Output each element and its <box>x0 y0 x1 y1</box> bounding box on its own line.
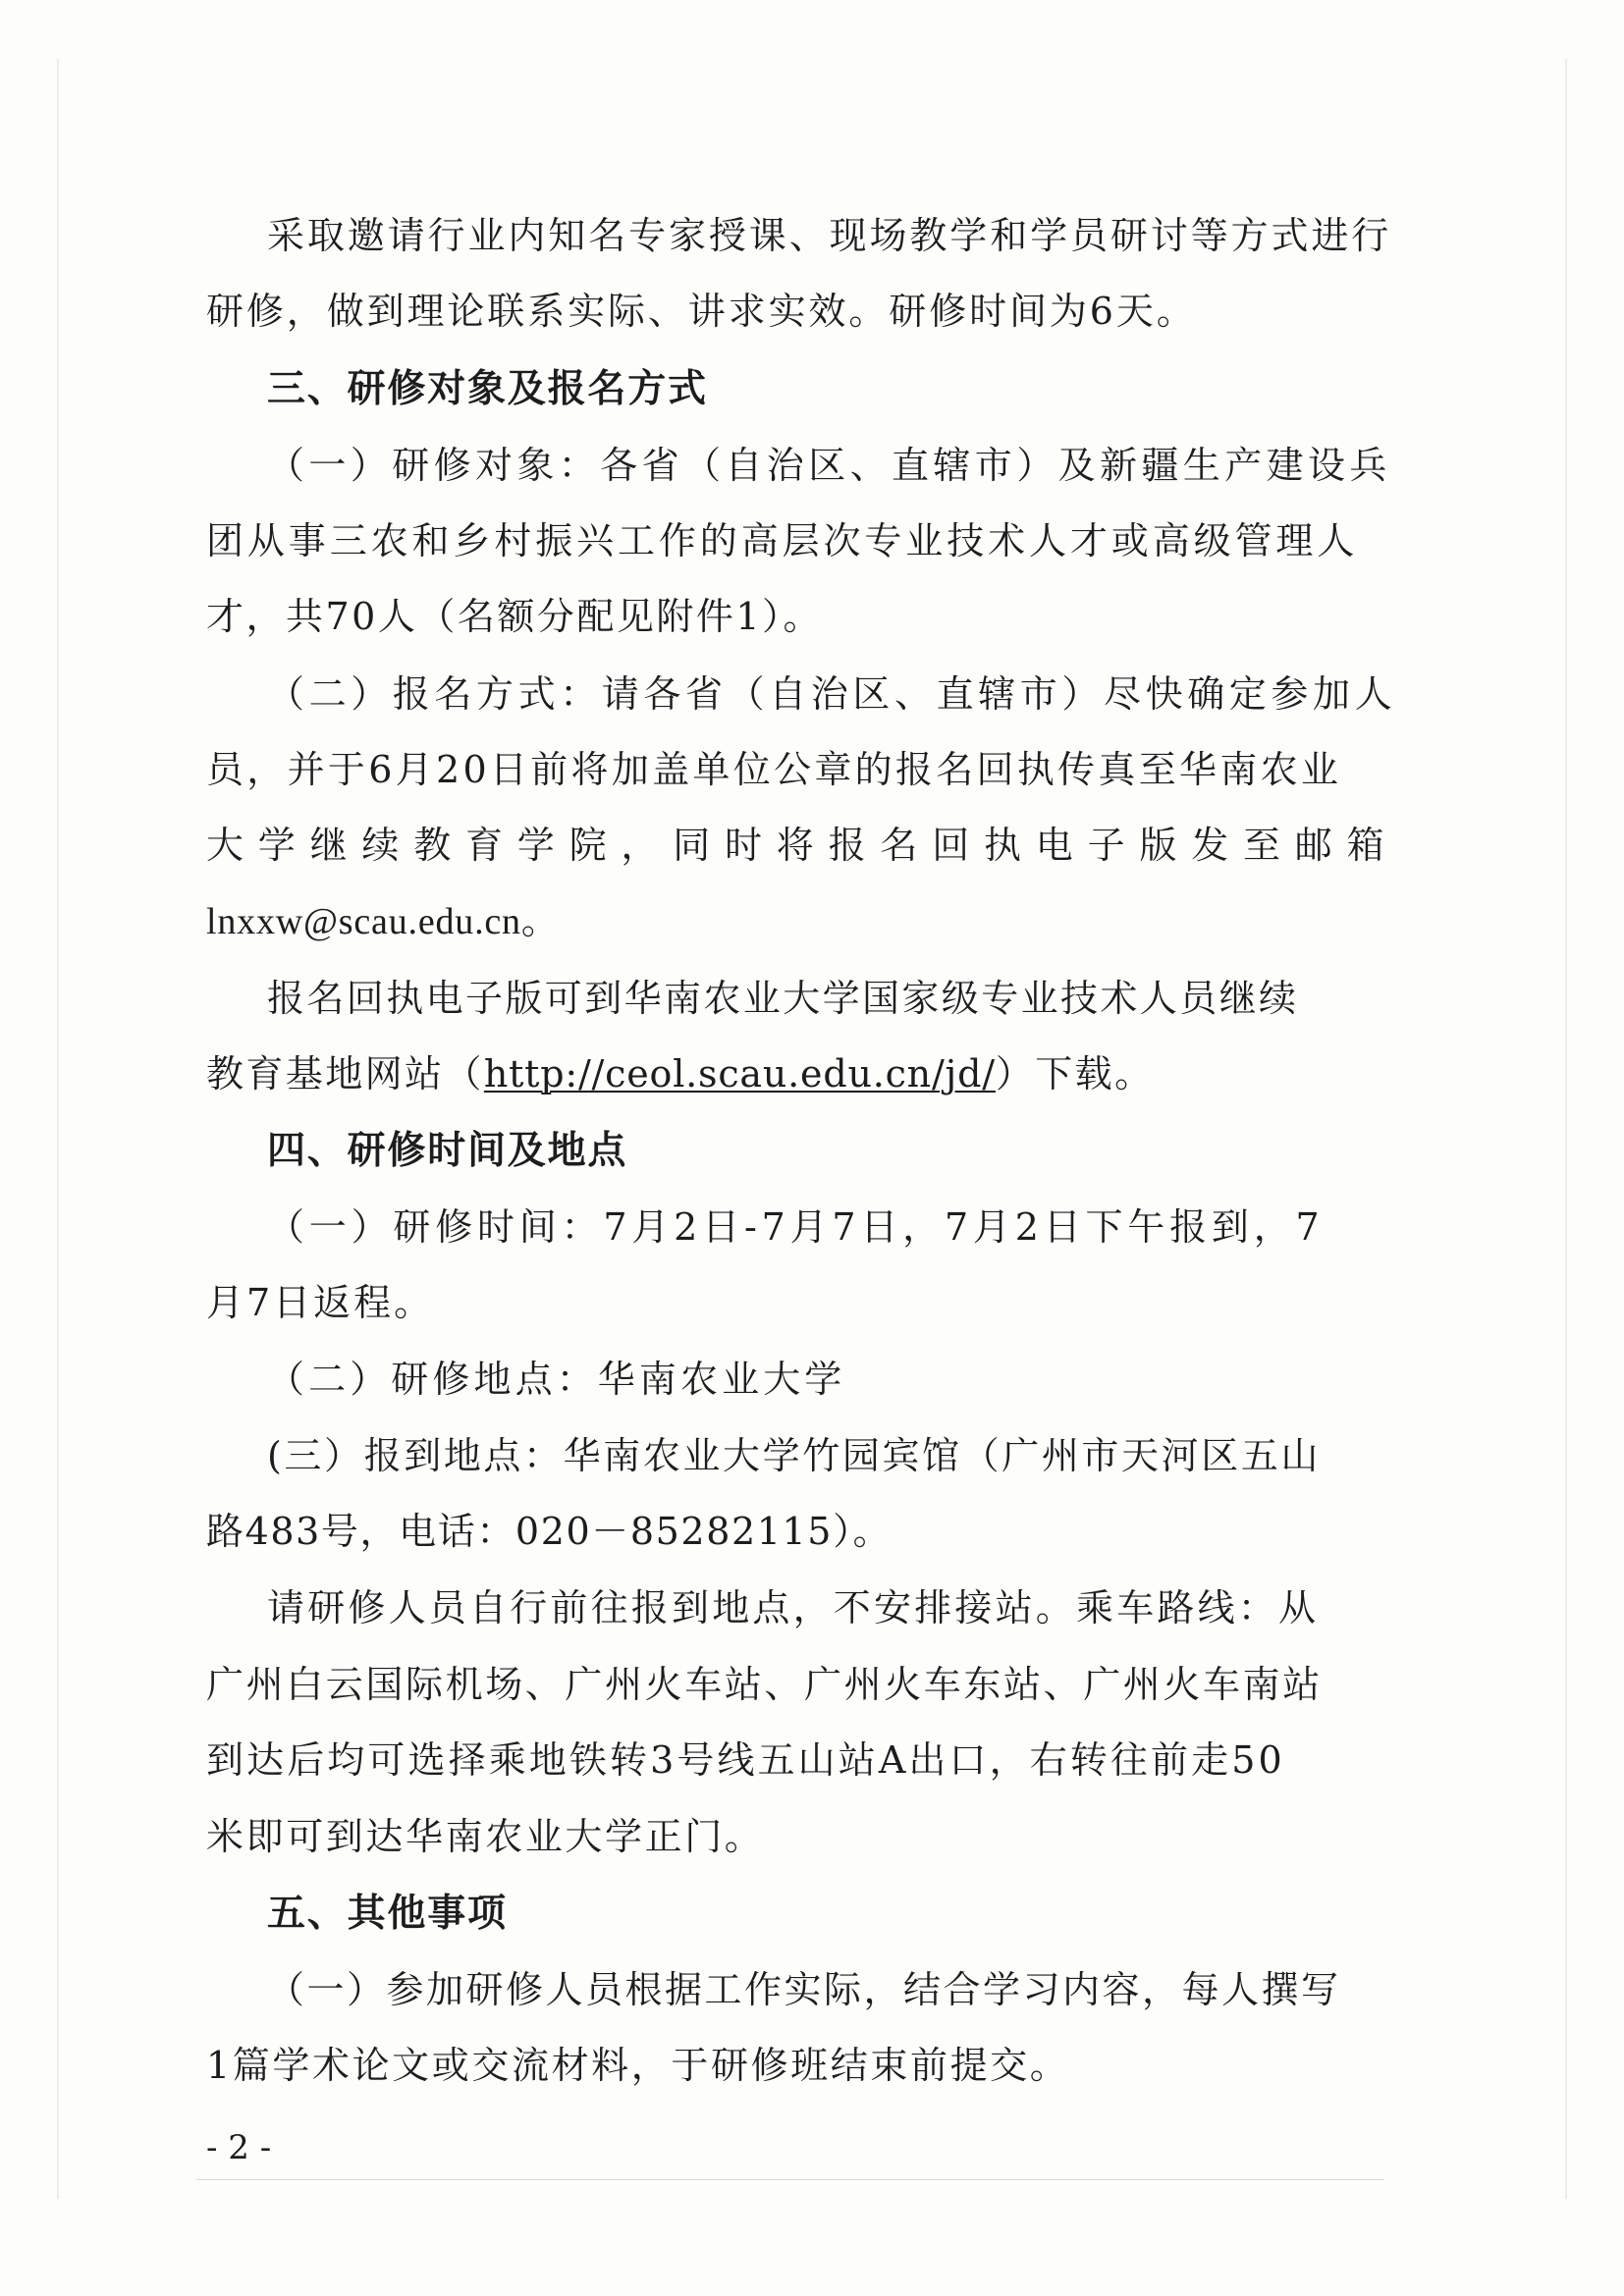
body-line: 研修，做到理论联系实际、讲求实效。研修时间为6天。 <box>206 290 1197 333</box>
body-line: 广州白云国际机场、广州火车站、广州火车东站、广州火车南站 <box>206 1663 1323 1706</box>
body-text: 教育基地网站（ <box>206 1052 484 1095</box>
body-line: 米即可到达华南农业大学正门。 <box>206 1815 765 1858</box>
page-number: - 2 - <box>206 2128 272 2167</box>
body-line: 大学继续教育学院，同时将报名回执电子版发至邮箱 <box>206 824 1399 867</box>
body-line: 团从事三农和乡村振兴工作的高层次专业技术人才或高级管理人 <box>206 519 1359 562</box>
body-line: 才，共70人（名额分配见附件1）。 <box>206 595 824 638</box>
body-line: 员，并于6月20日前将加盖单位公章的报名回执传真至华南农业 <box>206 748 1342 791</box>
body-line: （一）研修对象：各省（自治区、直辖市）及新疆生产建设兵 <box>267 444 1391 487</box>
body-line: 请研修人员自行前往报到地点，不安排接站。乘车路线：从 <box>267 1586 1320 1629</box>
scan-edge-right <box>1565 59 1567 2199</box>
body-line: （二）研修地点：华南农业大学 <box>267 1358 846 1401</box>
body-line: （一）研修时间：7月2日-7月7日，7月2日下午报到，7 <box>267 1205 1325 1249</box>
section-heading: 四、研修时间及地点 <box>267 1129 628 1173</box>
section-heading: 三、研修对象及报名方式 <box>267 367 708 411</box>
email-address: lnxxw@scau.edu.cn。 <box>206 901 560 942</box>
body-line: 1篇学术论文或交流材料，于研修班结束前提交。 <box>206 2044 1070 2087</box>
body-line: （二）报名方式：请各省（自治区、直辖市）尽快确定参加人 <box>267 672 1397 716</box>
body-line: 采取邀请行业内知名专家授课、现场教学和学员研讨等方式进行 <box>267 214 1392 257</box>
body-line-with-link <box>206 1052 1155 1095</box>
section-heading: 五、其他事项 <box>267 1892 508 1936</box>
body-line: （一）参加研修人员根据工作实际，结合学习内容，每人撰写 <box>267 1968 1341 2011</box>
body-line: 路483号，电话：020－85282115）。 <box>206 1510 893 1553</box>
body-line: 到达后均可选择乘地铁转3号线五山站A出口，右转往前走50 <box>206 1738 1285 1782</box>
scan-edge-left <box>57 59 59 2199</box>
body-line: (三）报到地点：华南农业大学竹园宾馆（广州市天河区五山 <box>267 1434 1322 1477</box>
website-link[interactable]: http://ceol.scau.edu.cn/jd/ <box>483 1052 996 1095</box>
body-line: 月7日返程。 <box>206 1281 435 1324</box>
body-line: 报名回执电子版可到华南农业大学国家级专业技术人员继续 <box>267 977 1299 1020</box>
footer-divider <box>196 2179 1384 2180</box>
body-text: ）下载。 <box>995 1052 1155 1095</box>
